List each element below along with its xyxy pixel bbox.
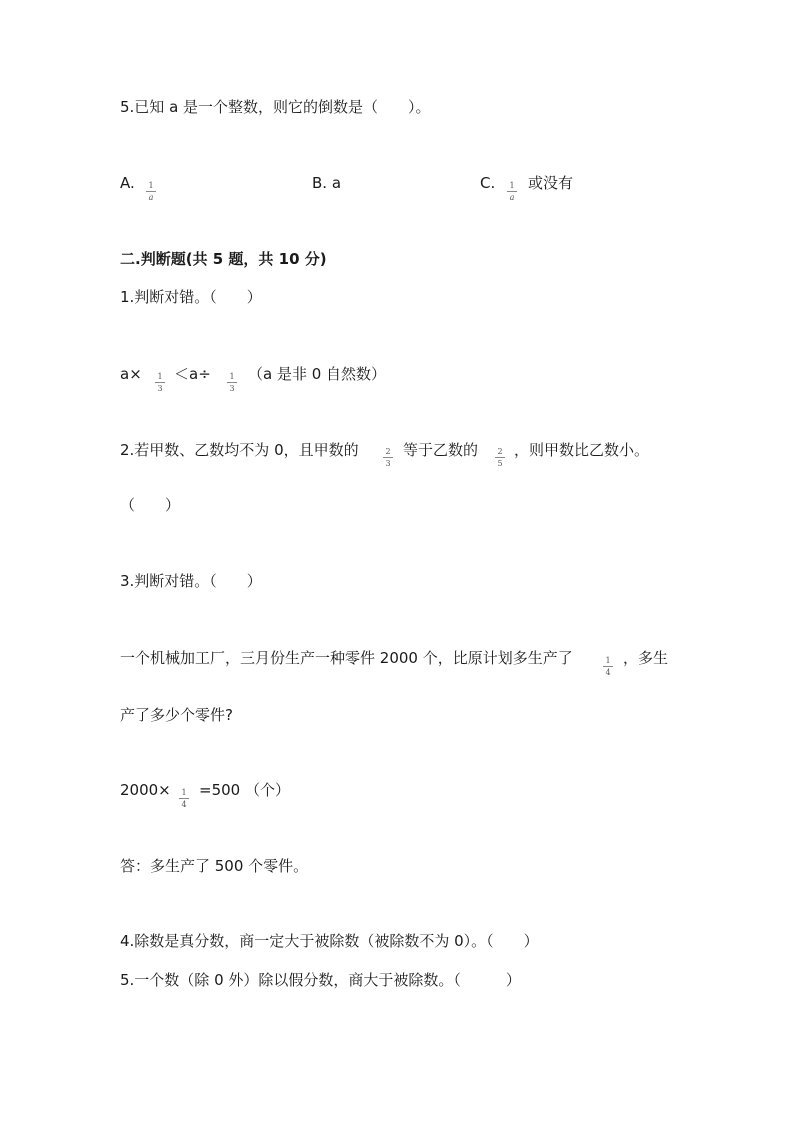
judgement-3-stem: 3.判断对错。（ ） xyxy=(120,572,262,590)
question-5-stem: 5.已知 a 是一个整数，则它的倒数是（ ）。 xyxy=(120,98,431,116)
judgement-2-answer-paren: （ ） xyxy=(120,496,181,514)
judgement-4-stem: 4.除数是真分数，商一定大于被除数（被除数不为 0）。（ ） xyxy=(120,932,539,950)
judgement-1-stem: 1.判断对错。（ ） xyxy=(120,288,262,306)
fraction-denominator: 4 xyxy=(605,668,611,677)
judgement-3-calc-prefix: 2000× xyxy=(120,781,171,799)
fraction-numerator: 2 xyxy=(385,447,391,456)
judgement-2-mid: 等于乙数的 xyxy=(403,441,479,459)
option-c-suffix: 或没有 xyxy=(528,174,574,192)
judgement-3-calc-suffix: =500 （个） xyxy=(199,781,290,799)
judgement-5-stem: 5.一个数（除 0 外）除以假分数，商大于被除数。（ ） xyxy=(120,971,521,989)
fraction-numerator: 2 xyxy=(497,447,503,456)
judgement-2-suffix: ，则甲数比乙数小。 xyxy=(514,441,650,459)
fraction-denominator: 5 xyxy=(497,459,503,468)
option-c-label: C. xyxy=(480,174,496,192)
fraction-bar xyxy=(495,457,505,458)
option-a-fraction xyxy=(144,181,158,202)
fraction-numerator: 1 xyxy=(605,656,611,665)
judgement-2-fraction-1 xyxy=(381,447,395,468)
fraction-denominator: 3 xyxy=(385,459,391,468)
fraction-bar xyxy=(179,798,189,799)
fraction-numerator: 1 xyxy=(229,372,235,381)
fraction-bar xyxy=(146,191,156,192)
fraction-numerator: 1 xyxy=(148,181,154,190)
fraction-bar xyxy=(507,191,517,192)
judgement-1-expr-mid: ＜a÷ xyxy=(174,365,211,383)
judgement-3-problem-fraction xyxy=(601,656,615,677)
judgement-1-fraction-2 xyxy=(225,372,239,393)
judgement-1-expr-a: a× xyxy=(120,365,142,383)
fraction-bar xyxy=(227,382,237,383)
fraction-bar xyxy=(383,457,393,458)
judgement-3-answer: 答：多生产了 500 个零件。 xyxy=(120,857,309,875)
fraction-denominator: a xyxy=(509,193,515,202)
fraction-numerator: 1 xyxy=(157,372,163,381)
option-c-fraction xyxy=(505,181,519,202)
judgement-1-fraction-1 xyxy=(153,372,167,393)
judgement-1-note: （a 是非 0 自然数） xyxy=(248,365,387,383)
judgement-3-problem-suffix: ，多生 xyxy=(623,649,669,667)
option-a-label: A. xyxy=(120,174,135,192)
fraction-numerator: 1 xyxy=(509,181,515,190)
option-b: B. a xyxy=(312,174,342,192)
fraction-numerator: 1 xyxy=(181,788,187,797)
fraction-bar xyxy=(155,382,165,383)
judgement-2-prefix: 2.若甲数、乙数均不为 0，且甲数的 xyxy=(120,441,359,459)
fraction-denominator: 4 xyxy=(181,800,187,809)
section-heading: 二.判断题(共 5 题，共 10 分) xyxy=(120,250,327,268)
judgement-3-calc-fraction xyxy=(177,788,191,809)
judgement-3-problem-line-2: 产了多少个零件? xyxy=(120,706,233,724)
fraction-denominator: a xyxy=(148,193,154,202)
fraction-bar xyxy=(603,666,613,667)
fraction-denominator: 3 xyxy=(157,384,163,393)
fraction-denominator: 3 xyxy=(229,384,235,393)
judgement-2-fraction-2 xyxy=(493,447,507,468)
judgement-3-problem-prefix: 一个机械加工厂，三月份生产一种零件 2000 个，比原计划多生产了 xyxy=(120,649,573,667)
